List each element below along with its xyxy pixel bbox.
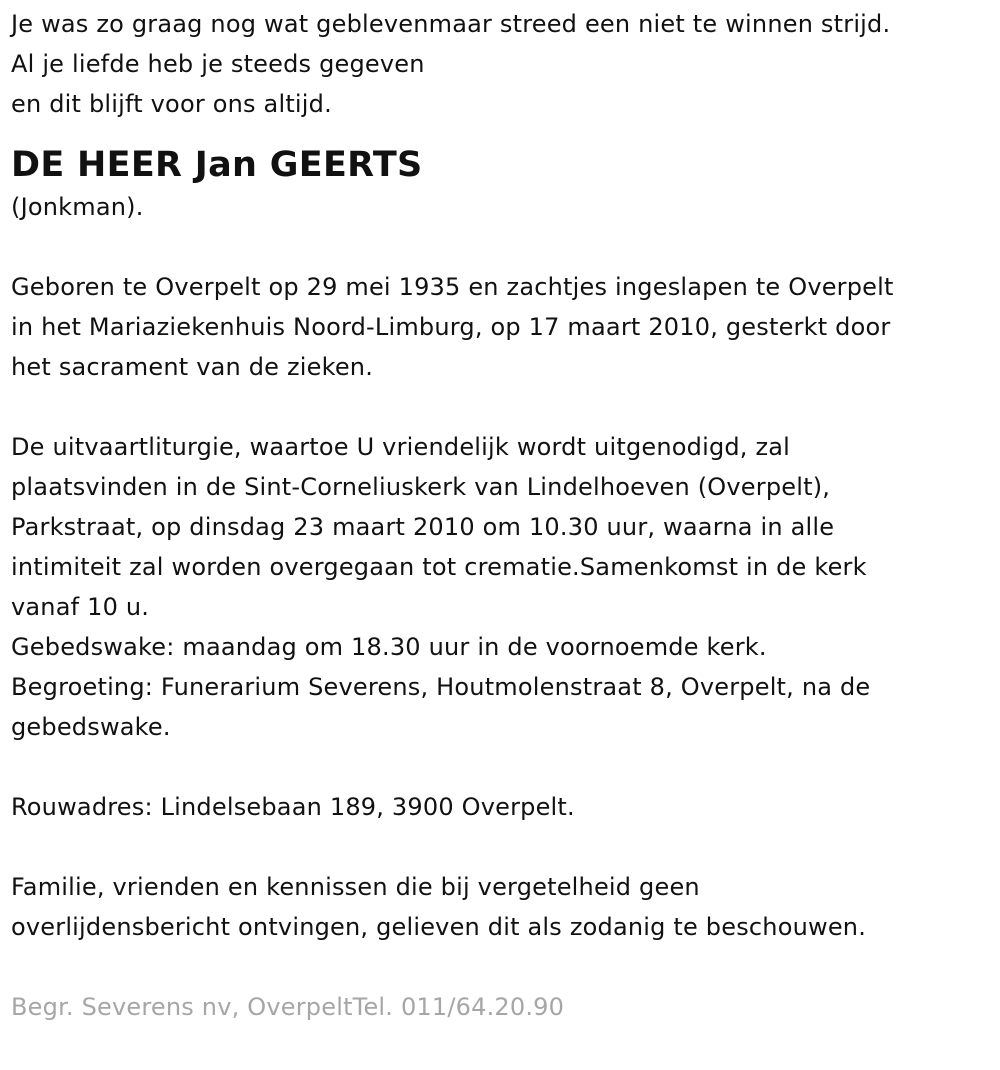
- paragraph-line: plaatsvinden in de Sint-Corneliuskerk van Lindelhoeven (Overpelt),: [11, 473, 831, 501]
- paragraph-line: vanaf 10 u.: [11, 593, 150, 621]
- notice-paragraph: [11, 867, 991, 947]
- spacer: [11, 227, 991, 267]
- funeral-paragraph: [11, 427, 991, 747]
- greeting-line: gebedswake.: [11, 713, 171, 741]
- paragraph-line: intimiteit zal worden overgegaan tot crematie.Samenkomst in de kerk: [11, 553, 867, 581]
- vigil-line: Gebedswake: maandag om 18.30 uur in de voornoemde kerk.: [11, 633, 767, 661]
- poem: [11, 4, 991, 124]
- paragraph-line: overlijdensbericht ontvingen, gelieven dit als zodanig te beschouwen.: [11, 913, 867, 941]
- paragraph-line: Parkstraat, op dinsdag 23 maart 2010 om 10.30 uur, waarna in alle: [11, 513, 835, 541]
- mourning-address: Rouwadres: Lindelsebaan 189, 3900 Overpelt.: [11, 793, 575, 821]
- paragraph-line: De uitvaartliturgie, waartoe U vriendelijk wordt uitgenodigd, zal: [11, 433, 791, 461]
- paragraph-line: Familie, vrienden en kennissen die bij vergetelheid geen: [11, 873, 700, 901]
- deceased-status: (Jonkman).: [11, 193, 144, 221]
- paragraph-line: het sacrament van de zieken.: [11, 353, 374, 381]
- poem-line: en dit blijft voor ons altijd.: [11, 90, 332, 118]
- obituary-notice: [11, 4, 991, 1027]
- spacer: [11, 387, 991, 427]
- greeting-line: Begroeting: Funerarium Severens, Houtmolenstraat 8, Overpelt, na de: [11, 673, 871, 701]
- spacer: [11, 747, 991, 787]
- paragraph-line: Geboren te Overpelt op 29 mei 1935 en zachtjes ingeslapen te Overpelt: [11, 273, 894, 301]
- poem-line: Al je liefde heb je steeds gegeven: [11, 50, 425, 78]
- spacer: [11, 947, 991, 987]
- poem-line: Je was zo graag nog wat geblevenmaar streed een niet te winnen strijd.: [11, 10, 891, 38]
- funeral-home-footer: Begr. Severens nv, OverpeltTel. 011/64.20.90: [11, 993, 565, 1021]
- deceased-name: DE HEER Jan GEERTS: [11, 145, 423, 185]
- birth-death-paragraph: [11, 267, 991, 387]
- paragraph-line: in het Mariaziekenhuis Noord-Limburg, op 17 maart 2010, gesterkt door: [11, 313, 891, 341]
- spacer: [11, 827, 991, 867]
